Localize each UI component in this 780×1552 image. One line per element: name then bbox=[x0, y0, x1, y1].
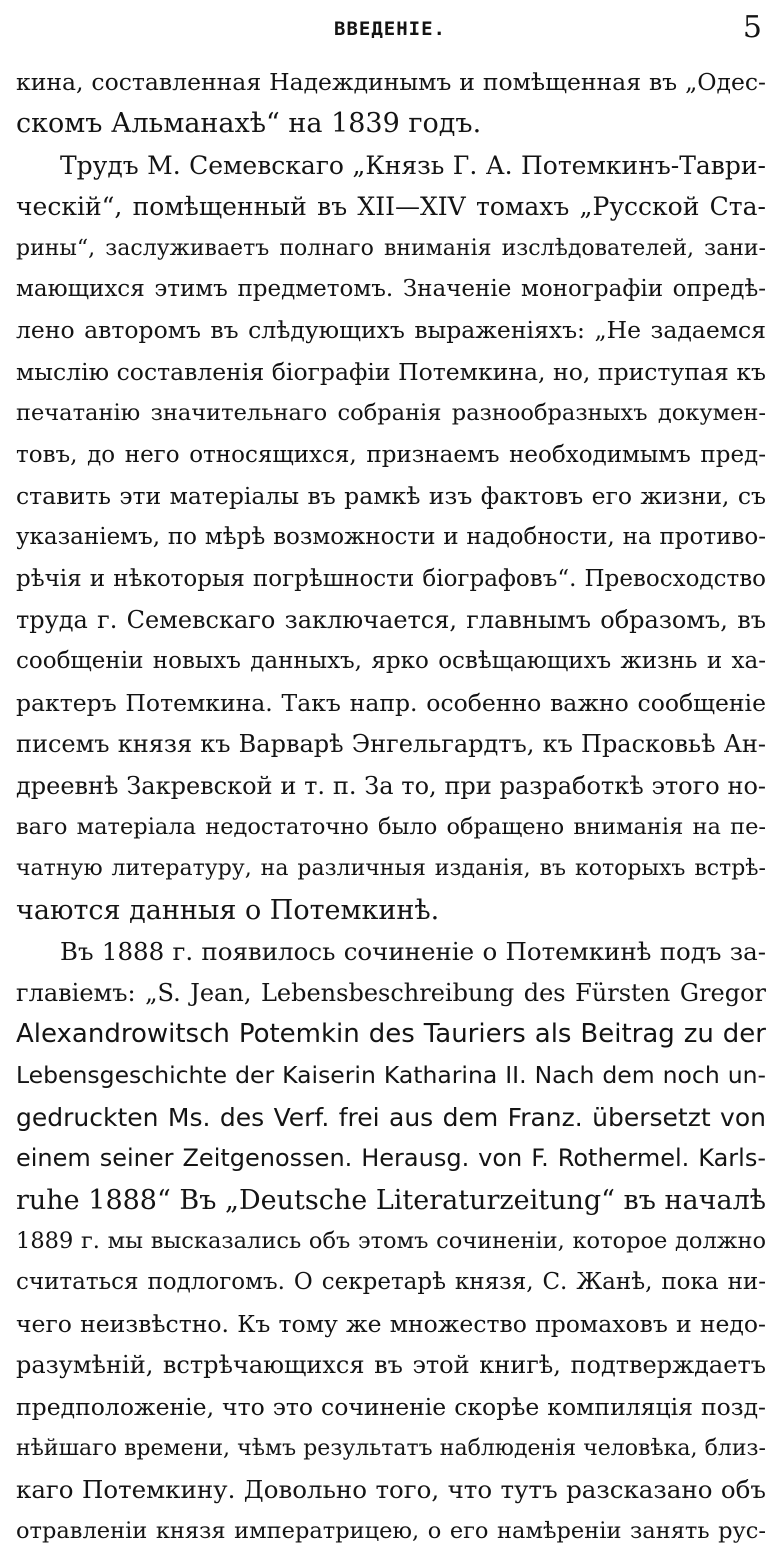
text-line: ческій“, помѣщенный въ XII—XIV томахъ „Русской Ста- bbox=[16, 192, 766, 222]
text-line: лено авторомъ въ слѣдующихъ выраженіяхъ: „Не задаемся bbox=[16, 316, 766, 345]
paragraph-start-line: Въ 1888 г. появилось сочиненіе о Потемкинѣ подъ за- bbox=[60, 937, 766, 967]
paragraph-start-line: Трудъ М. Семевскаго „Князь Г. А. Потемкинъ-Таври- bbox=[60, 150, 766, 180]
text-line: Lebensgeschichte der Kaiserin Katharina II. Nach dem noch un- bbox=[16, 1061, 766, 1090]
body-text bbox=[0, 62, 780, 1552]
text-line: рѣчія и нѣкоторыя погрѣшности біографовъ“. Превосходство bbox=[16, 565, 766, 592]
text-line: чаются данныя о Потемкинѣ. bbox=[16, 894, 440, 926]
text-line: скомъ Альманахѣ“ на 1839 годъ. bbox=[16, 108, 482, 140]
text-line: печатанію значительнаго собранія разнообразныхъ докумен- bbox=[16, 400, 766, 427]
page-header bbox=[0, 6, 780, 50]
text-line: ваго матеріала недостаточно было обращено вниманія на пе- bbox=[16, 814, 766, 841]
text-line: указаніемъ, по мѣрѣ возможности и надобности, на противо- bbox=[16, 524, 766, 551]
text-line: ставить эти матеріалы въ рамкѣ изъ фактовъ его жизни, съ bbox=[16, 481, 766, 510]
text-line: Alexandrowitsch Potemkin des Tauriers als Beitrag zu der bbox=[16, 1018, 766, 1049]
text-line: разумѣній, встрѣчающихся въ этой книгѣ, подтверждаетъ bbox=[16, 1351, 766, 1380]
text-line: дреевнѣ Закревской и т. п. За то, при разработкѣ этого но- bbox=[16, 771, 766, 800]
text-line: кина, составленная Надеждинымъ и помѣщенная въ „Одес- bbox=[16, 68, 766, 96]
text-line: сообщеніи новыхъ данныхъ, ярко освѣщающихъ жизнь и ха- bbox=[16, 648, 766, 675]
page-number: 5 bbox=[742, 10, 762, 45]
text-line: нѣйшаго времени, чѣмъ результатъ наблюденія человѣка, близ- bbox=[16, 1435, 766, 1461]
text-line: ruhe 1888“ Въ „Deutsche Literaturzeitung“ въ началѣ bbox=[16, 1184, 766, 1216]
running-title: ВВЕДЕНІЕ. bbox=[334, 18, 446, 40]
text-line: чатную литературу, на различныя изданія, въ которыхъ встрѣ- bbox=[16, 856, 766, 882]
text-line: рактеръ Потемкина. Такъ напр. особенно важно сообщеніе bbox=[16, 688, 766, 717]
text-line: рины“, заслуживаетъ полнаго вниманія изслѣдователей, зани- bbox=[16, 235, 766, 261]
text-line: главіемъ: „S. Jean, Lebensbeschreibung des Fürsten Gregor bbox=[16, 978, 766, 1007]
text-line: gedruckten Ms. des Verf. frei aus dem Franz. übersetzt von bbox=[16, 1102, 766, 1132]
text-line: чего неизвѣстно. Къ тому же множество промаховъ и недо- bbox=[16, 1309, 766, 1338]
text-line: товъ, до него относящихся, признаемъ необходимымъ пред- bbox=[16, 441, 766, 468]
text-line: считаться подлогомъ. О секретарѣ князя, С. Жанѣ, пока ни- bbox=[16, 1269, 766, 1296]
text-line: труда г. Семевскаго заключается, главнымъ образомъ, въ bbox=[16, 606, 766, 635]
text-line: einem seiner Zeitgenossen. Herausg. von F. Rothermel. Karls- bbox=[16, 1144, 766, 1173]
text-line: мающихся этимъ предметомъ. Значеніе монографіи опредѣ- bbox=[16, 275, 766, 302]
text-line: каго Потемкину. Довольно того, что тутъ разсказано объ bbox=[16, 1475, 766, 1505]
text-line: отравленіи князя императрицею, о его намѣреніи занять рус- bbox=[16, 1517, 766, 1544]
text-line: писемъ князя къ Варварѣ Энгельгардтъ, къ Прасковьѣ Ан- bbox=[16, 730, 766, 759]
text-line: предположеніе, что это сочиненіе скорѣе компиляція позд- bbox=[16, 1392, 766, 1421]
text-line: мыслію составленія біографіи Потемкина, но, приступая къ bbox=[16, 357, 766, 386]
text-line: 1889 г. мы высказались объ этомъ сочиненіи, которое должно bbox=[16, 1227, 766, 1254]
